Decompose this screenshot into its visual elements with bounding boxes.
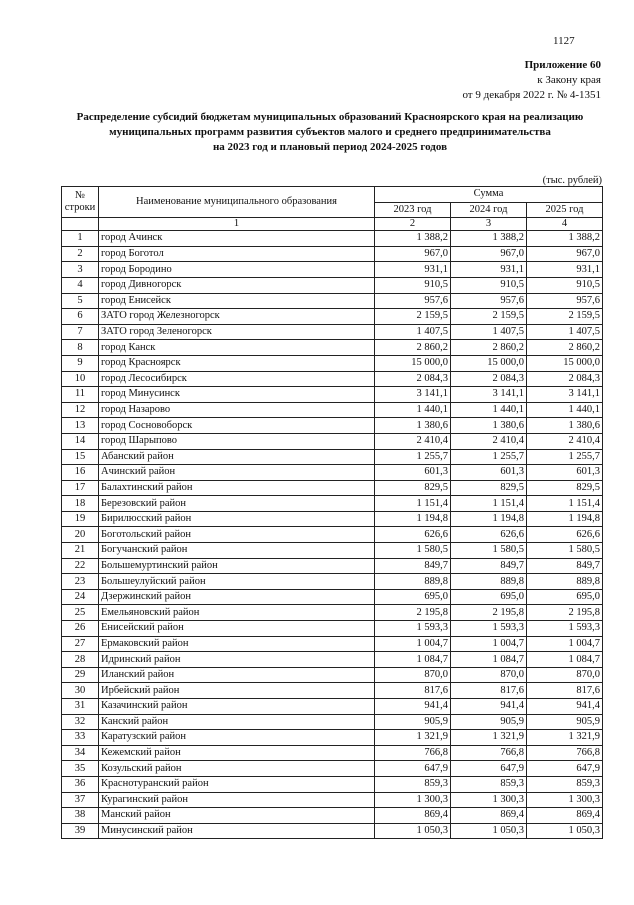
municipality-cell: Большеулуйский район [99, 574, 375, 590]
table-row [62, 761, 603, 777]
municipality-cell: Дзержинский район [99, 589, 375, 605]
row-number-cell: 6 [62, 309, 99, 325]
table-row [62, 652, 603, 668]
value-2023-cell: 766,8 [375, 745, 451, 761]
row-number-cell: 7 [62, 324, 99, 340]
municipality-cell: Березовский район [99, 496, 375, 512]
table-row [62, 699, 603, 715]
municipality-cell: город Шарыпово [99, 433, 375, 449]
value-2023-cell: 931,1 [375, 262, 451, 278]
table-row [62, 667, 603, 683]
value-2025-cell: 889,8 [527, 574, 603, 590]
table-row [62, 418, 603, 434]
column-index-4: 4 [527, 218, 603, 231]
value-2023-cell: 695,0 [375, 589, 451, 605]
column-index-blank [62, 218, 99, 231]
value-2024-cell: 601,3 [451, 465, 527, 481]
row-number-cell: 15 [62, 449, 99, 465]
value-2025-cell: 2 195,8 [527, 605, 603, 621]
header-year-2024: 2024 год [451, 202, 527, 218]
table-row [62, 340, 603, 356]
value-2024-cell: 626,6 [451, 527, 527, 543]
header-year-2025: 2025 год [527, 202, 603, 218]
row-number-cell: 1 [62, 231, 99, 247]
value-2023-cell: 2 410,4 [375, 433, 451, 449]
value-2023-cell: 626,6 [375, 527, 451, 543]
row-number-cell: 13 [62, 418, 99, 434]
table-row [62, 433, 603, 449]
row-number-cell: 22 [62, 558, 99, 574]
value-2024-cell: 1 050,3 [451, 823, 527, 839]
row-number-cell: 16 [62, 465, 99, 481]
header-row-number-label: № строки [64, 190, 96, 214]
value-2023-cell: 817,6 [375, 683, 451, 699]
value-2025-cell: 1 388,2 [527, 231, 603, 247]
row-number-cell: 4 [62, 277, 99, 293]
value-2024-cell: 849,7 [451, 558, 527, 574]
value-2024-cell: 1 380,6 [451, 418, 527, 434]
value-2025-cell: 957,6 [527, 293, 603, 309]
value-2025-cell: 1 151,4 [527, 496, 603, 512]
value-2023-cell: 3 141,1 [375, 387, 451, 403]
header-year-2023: 2023 год [375, 202, 451, 218]
table-row [62, 449, 603, 465]
value-2024-cell: 859,3 [451, 776, 527, 792]
municipality-cell: Енисейский район [99, 621, 375, 637]
value-2023-cell: 1 407,5 [375, 324, 451, 340]
row-number-cell: 39 [62, 823, 99, 839]
municipality-cell: Большемуртинский район [99, 558, 375, 574]
municipality-cell: Минусинский район [99, 823, 375, 839]
value-2025-cell: 1 194,8 [527, 511, 603, 527]
value-2025-cell: 3 141,1 [527, 387, 603, 403]
municipality-cell: город Сосновоборск [99, 418, 375, 434]
table-row [62, 730, 603, 746]
table-row [62, 293, 603, 309]
row-number-cell: 18 [62, 496, 99, 512]
municipality-cell: город Канск [99, 340, 375, 356]
value-2024-cell: 905,9 [451, 714, 527, 730]
table-row [62, 808, 603, 824]
value-2025-cell: 1 407,5 [527, 324, 603, 340]
value-2025-cell: 941,4 [527, 699, 603, 715]
municipality-cell: Казачинский район [99, 699, 375, 715]
row-number-cell: 32 [62, 714, 99, 730]
table-row [62, 511, 603, 527]
row-number-cell: 29 [62, 667, 99, 683]
municipality-cell: город Боготол [99, 246, 375, 262]
value-2024-cell: 931,1 [451, 262, 527, 278]
header-row-number [62, 187, 99, 218]
document-title [40, 110, 620, 155]
table-row [62, 605, 603, 621]
row-number-cell: 11 [62, 387, 99, 403]
municipality-cell: Каратузский район [99, 730, 375, 746]
value-2024-cell: 15 000,0 [451, 355, 527, 371]
municipality-cell: город Енисейск [99, 293, 375, 309]
value-2023-cell: 941,4 [375, 699, 451, 715]
municipality-cell: Кежемский район [99, 745, 375, 761]
value-2023-cell: 1 388,2 [375, 231, 451, 247]
municipality-cell: Балахтинский район [99, 480, 375, 496]
table-row [62, 714, 603, 730]
value-2025-cell: 1 580,5 [527, 543, 603, 559]
units-note: (тыс. рублей) [542, 175, 602, 186]
value-2025-cell: 2 410,4 [527, 433, 603, 449]
column-index-3: 3 [451, 218, 527, 231]
value-2023-cell: 849,7 [375, 558, 451, 574]
appendix-label: Приложение 60 [524, 59, 601, 71]
value-2024-cell: 766,8 [451, 745, 527, 761]
value-2023-cell: 1 050,3 [375, 823, 451, 839]
table-row [62, 309, 603, 325]
value-2024-cell: 1 194,8 [451, 511, 527, 527]
table-row [62, 621, 603, 637]
row-number-cell: 33 [62, 730, 99, 746]
row-number-cell: 21 [62, 543, 99, 559]
value-2023-cell: 869,4 [375, 808, 451, 824]
table-row [62, 823, 603, 839]
table-row [62, 465, 603, 481]
municipality-cell: ЗАТО город Зеленогорск [99, 324, 375, 340]
municipality-cell: Ирбейский район [99, 683, 375, 699]
table-row [62, 262, 603, 278]
municipality-cell: Богучанский район [99, 543, 375, 559]
value-2025-cell: 849,7 [527, 558, 603, 574]
table-row [62, 480, 603, 496]
municipality-cell: город Минусинск [99, 387, 375, 403]
row-number-cell: 35 [62, 761, 99, 777]
row-number-cell: 37 [62, 792, 99, 808]
value-2023-cell: 1 321,9 [375, 730, 451, 746]
value-2023-cell: 1 380,6 [375, 418, 451, 434]
value-2023-cell: 1 151,4 [375, 496, 451, 512]
value-2025-cell: 1 300,3 [527, 792, 603, 808]
value-2025-cell: 829,5 [527, 480, 603, 496]
row-number-cell: 17 [62, 480, 99, 496]
row-number-cell: 27 [62, 636, 99, 652]
value-2024-cell: 817,6 [451, 683, 527, 699]
municipality-cell: Иланский район [99, 667, 375, 683]
value-2024-cell: 967,0 [451, 246, 527, 262]
row-number-cell: 10 [62, 371, 99, 387]
value-2025-cell: 1 380,6 [527, 418, 603, 434]
value-2024-cell: 1 593,3 [451, 621, 527, 637]
value-2025-cell: 905,9 [527, 714, 603, 730]
municipality-cell: Идринский район [99, 652, 375, 668]
value-2024-cell: 1 321,9 [451, 730, 527, 746]
table-row [62, 636, 603, 652]
row-number-cell: 38 [62, 808, 99, 824]
value-2024-cell: 1 580,5 [451, 543, 527, 559]
value-2024-cell: 869,4 [451, 808, 527, 824]
value-2023-cell: 601,3 [375, 465, 451, 481]
value-2023-cell: 1 004,7 [375, 636, 451, 652]
value-2025-cell: 870,0 [527, 667, 603, 683]
value-2025-cell: 817,6 [527, 683, 603, 699]
column-index-1: 1 [99, 218, 375, 231]
value-2024-cell: 3 141,1 [451, 387, 527, 403]
value-2024-cell: 957,6 [451, 293, 527, 309]
table-row [62, 527, 603, 543]
appendix-block [462, 58, 601, 103]
header-row [62, 187, 603, 203]
value-2025-cell: 626,6 [527, 527, 603, 543]
table-row [62, 371, 603, 387]
value-2023-cell: 967,0 [375, 246, 451, 262]
value-2023-cell: 1 440,1 [375, 402, 451, 418]
row-number-cell: 12 [62, 402, 99, 418]
row-number-cell: 14 [62, 433, 99, 449]
value-2024-cell: 2 860,2 [451, 340, 527, 356]
value-2023-cell: 647,9 [375, 761, 451, 777]
value-2025-cell: 1 255,7 [527, 449, 603, 465]
table-row [62, 683, 603, 699]
value-2023-cell: 1 593,3 [375, 621, 451, 637]
title-line-3: на 2023 год и плановый период 2024-2025 годов [212, 141, 448, 153]
value-2025-cell: 910,5 [527, 277, 603, 293]
value-2023-cell: 2 860,2 [375, 340, 451, 356]
value-2025-cell: 1 004,7 [527, 636, 603, 652]
value-2024-cell: 1 440,1 [451, 402, 527, 418]
municipality-cell: Абанский район [99, 449, 375, 465]
value-2024-cell: 1 151,4 [451, 496, 527, 512]
value-2023-cell: 829,5 [375, 480, 451, 496]
value-2023-cell: 1 084,7 [375, 652, 451, 668]
value-2023-cell: 2 159,5 [375, 309, 451, 325]
row-number-cell: 31 [62, 699, 99, 715]
municipality-cell: Козульский район [99, 761, 375, 777]
value-2025-cell: 766,8 [527, 745, 603, 761]
row-number-cell: 20 [62, 527, 99, 543]
value-2023-cell: 910,5 [375, 277, 451, 293]
table-row [62, 558, 603, 574]
table-row [62, 776, 603, 792]
table-row [62, 574, 603, 590]
table-row [62, 496, 603, 512]
value-2025-cell: 601,3 [527, 465, 603, 481]
table-row [62, 387, 603, 403]
value-2025-cell: 695,0 [527, 589, 603, 605]
row-number-cell: 26 [62, 621, 99, 637]
value-2023-cell: 2 084,3 [375, 371, 451, 387]
value-2024-cell: 2 159,5 [451, 309, 527, 325]
value-2024-cell: 2 410,4 [451, 433, 527, 449]
title-line-1: Распределение субсидий бюджетам муниципальных образований Красноярского края на реализацию [76, 111, 584, 123]
row-number-cell: 24 [62, 589, 99, 605]
appendix-law-ref: к Закону края [537, 74, 601, 86]
table-body [62, 231, 603, 839]
table-row [62, 277, 603, 293]
municipality-cell: ЗАТО город Железногорск [99, 309, 375, 325]
value-2023-cell: 1 580,5 [375, 543, 451, 559]
municipality-cell: Емельяновский район [99, 605, 375, 621]
row-number-cell: 28 [62, 652, 99, 668]
value-2025-cell: 2 159,5 [527, 309, 603, 325]
row-number-cell: 9 [62, 355, 99, 371]
value-2024-cell: 1 388,2 [451, 231, 527, 247]
row-number-cell: 23 [62, 574, 99, 590]
value-2024-cell: 647,9 [451, 761, 527, 777]
value-2023-cell: 870,0 [375, 667, 451, 683]
value-2023-cell: 15 000,0 [375, 355, 451, 371]
municipality-cell: Канский район [99, 714, 375, 730]
value-2023-cell: 859,3 [375, 776, 451, 792]
column-index-2: 2 [375, 218, 451, 231]
header-municipality: Наименование муниципального образования [99, 187, 375, 218]
row-number-cell: 5 [62, 293, 99, 309]
row-number-cell: 8 [62, 340, 99, 356]
value-2025-cell: 2 860,2 [527, 340, 603, 356]
value-2025-cell: 15 000,0 [527, 355, 603, 371]
value-2023-cell: 2 195,8 [375, 605, 451, 621]
value-2023-cell: 889,8 [375, 574, 451, 590]
table-row [62, 231, 603, 247]
subsidy-table [61, 186, 603, 839]
municipality-cell: город Назарово [99, 402, 375, 418]
value-2024-cell: 1 300,3 [451, 792, 527, 808]
value-2024-cell: 695,0 [451, 589, 527, 605]
title-line-2: муниципальных программ развития субъектов малого и среднего предпринимательства [109, 126, 551, 138]
value-2024-cell: 889,8 [451, 574, 527, 590]
municipality-cell: Боготольский район [99, 527, 375, 543]
value-2023-cell: 957,6 [375, 293, 451, 309]
header-sum: Сумма [375, 187, 603, 203]
value-2025-cell: 859,3 [527, 776, 603, 792]
value-2024-cell: 870,0 [451, 667, 527, 683]
municipality-cell: Ермаковский район [99, 636, 375, 652]
row-number-cell: 34 [62, 745, 99, 761]
value-2023-cell: 1 194,8 [375, 511, 451, 527]
municipality-cell: Ачинский район [99, 465, 375, 481]
municipality-cell: город Красноярск [99, 355, 375, 371]
row-number-cell: 3 [62, 262, 99, 278]
value-2025-cell: 1 050,3 [527, 823, 603, 839]
value-2024-cell: 1 084,7 [451, 652, 527, 668]
value-2025-cell: 967,0 [527, 246, 603, 262]
value-2024-cell: 2 084,3 [451, 371, 527, 387]
table-row [62, 324, 603, 340]
row-number-cell: 30 [62, 683, 99, 699]
municipality-cell: город Бородино [99, 262, 375, 278]
value-2023-cell: 905,9 [375, 714, 451, 730]
table-row [62, 355, 603, 371]
municipality-cell: город Лесосибирск [99, 371, 375, 387]
table-row [62, 792, 603, 808]
value-2024-cell: 1 407,5 [451, 324, 527, 340]
municipality-cell: Краснотуранский район [99, 776, 375, 792]
table-row [62, 543, 603, 559]
value-2024-cell: 1 255,7 [451, 449, 527, 465]
row-number-cell: 36 [62, 776, 99, 792]
value-2024-cell: 1 004,7 [451, 636, 527, 652]
value-2025-cell: 1 321,9 [527, 730, 603, 746]
value-2025-cell: 1 084,7 [527, 652, 603, 668]
table-row [62, 246, 603, 262]
value-2025-cell: 647,9 [527, 761, 603, 777]
value-2024-cell: 941,4 [451, 699, 527, 715]
value-2024-cell: 829,5 [451, 480, 527, 496]
municipality-cell: Курагинский район [99, 792, 375, 808]
municipality-cell: Манский район [99, 808, 375, 824]
row-number-cell: 25 [62, 605, 99, 621]
municipality-cell: город Дивногорск [99, 277, 375, 293]
value-2023-cell: 1 300,3 [375, 792, 451, 808]
value-2025-cell: 931,1 [527, 262, 603, 278]
value-2023-cell: 1 255,7 [375, 449, 451, 465]
value-2025-cell: 869,4 [527, 808, 603, 824]
municipality-cell: город Ачинск [99, 231, 375, 247]
value-2024-cell: 910,5 [451, 277, 527, 293]
municipality-cell: Бирилюсский район [99, 511, 375, 527]
table-row [62, 402, 603, 418]
value-2025-cell: 1 440,1 [527, 402, 603, 418]
value-2025-cell: 1 593,3 [527, 621, 603, 637]
page-number: 1127 [553, 35, 575, 47]
appendix-law-date: от 9 декабря 2022 г. № 4-1351 [462, 89, 601, 101]
table-row [62, 589, 603, 605]
row-number-cell: 19 [62, 511, 99, 527]
value-2024-cell: 2 195,8 [451, 605, 527, 621]
row-number-cell: 2 [62, 246, 99, 262]
table-row [62, 745, 603, 761]
column-index-row [62, 218, 603, 231]
value-2025-cell: 2 084,3 [527, 371, 603, 387]
